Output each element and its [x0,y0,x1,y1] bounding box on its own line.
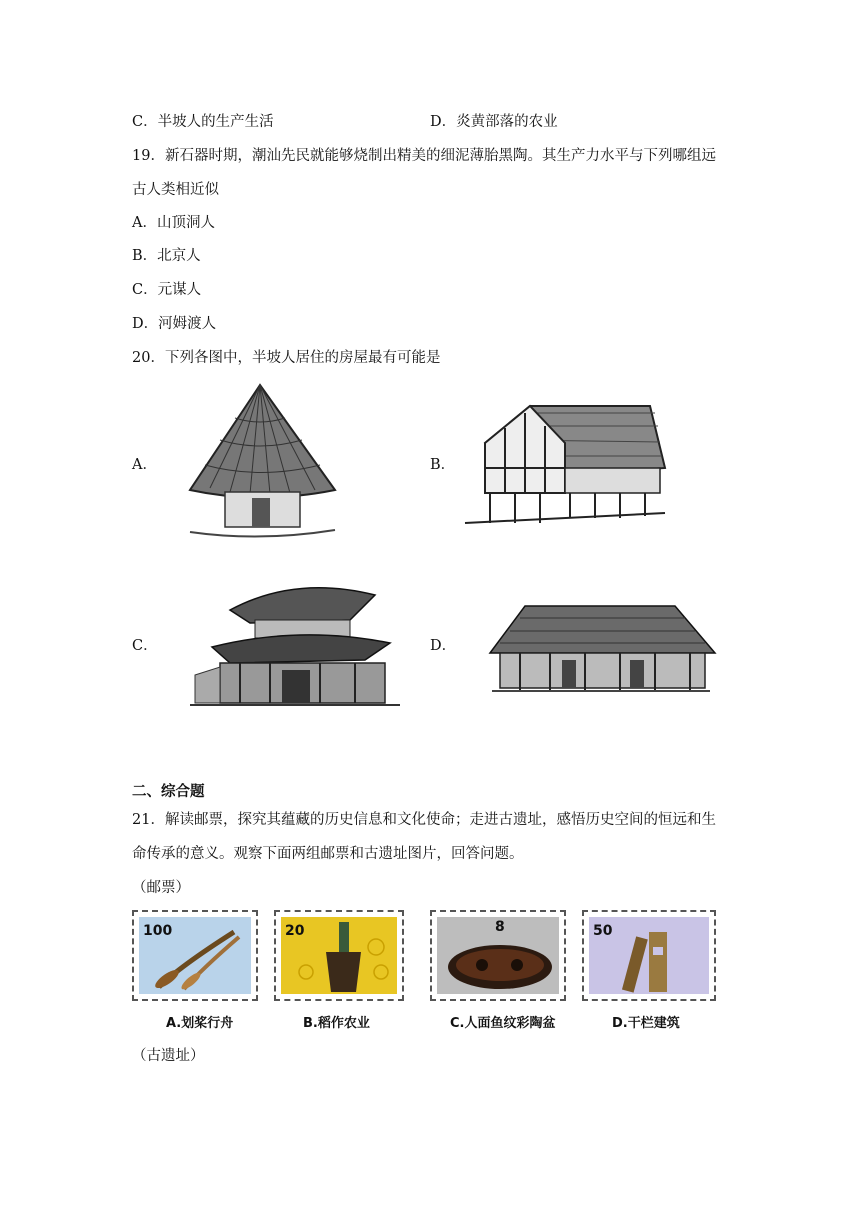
wooden-tenon-icon [589,917,709,994]
q19-option-d: D．河姆渡人 [132,316,217,332]
q20-label-c: C． [132,638,158,654]
q19-stem-line1: 19．新石器时期，潮汕先民就能够烧制出精美的细泥薄胎黑陶。其生产力水平与下列哪组远 [132,148,716,164]
paddle-icon [139,917,251,994]
q21-stem-line2: 命传承的意义。观察下面两组邮票和古遗址图片，回答问题。 [132,846,524,862]
stamp-a [132,910,258,1001]
stamp-c-denomination: 8 [495,919,505,935]
q20-stem: 20．下列各图中，半坡人居住的房屋最有可能是 [132,350,441,366]
stamp-a-caption: A.划桨行舟 [166,1016,234,1031]
q19-stem-line2: 古人类相近似 [132,182,219,198]
painted-pottery-basin-icon [437,917,559,994]
palace-building-illustration [190,575,400,710]
stamp-b-denomination: 20 [285,923,305,939]
long-thatched-house-illustration [480,598,720,698]
section-heading: 二、综合题 [132,783,205,800]
stamp-a-denomination: 100 [143,923,173,939]
stamp-d-caption: D.干栏建筑 [612,1016,680,1031]
stamps-label: （邮票） [132,880,190,896]
q19-option-b: B．北京人 [132,248,201,264]
stamp-c-caption: C.人面鱼纹彩陶盆 [450,1016,556,1031]
q20-label-b: B． [430,457,456,473]
thatched-round-hut-illustration [170,380,350,545]
q19-option-c: C．元谋人 [132,282,202,298]
q20-label-a: A． [132,457,157,473]
q21-stem-line1: 21．解读邮票，探究其蕴藏的历史信息和文化使命；走进古遗址，感悟历史空间的恒远和生 [132,812,716,828]
stilt-house-illustration [460,398,670,528]
q20-label-d: D． [430,638,457,654]
stamp-d [582,910,716,1001]
stamp-c [430,910,566,1001]
sites-label: （古遗址） [132,1048,205,1064]
q18-option-d: D．炎黄部落的农业 [430,114,558,130]
stamp-d-denomination: 50 [593,923,613,939]
bone-spade-icon [281,917,397,994]
stamp-b-caption: B.稻作农业 [303,1016,370,1031]
stamp-b [274,910,404,1001]
q19-option-a: A．山顶洞人 [132,215,215,231]
q18-option-c: C．半坡人的生产生活 [132,114,274,130]
